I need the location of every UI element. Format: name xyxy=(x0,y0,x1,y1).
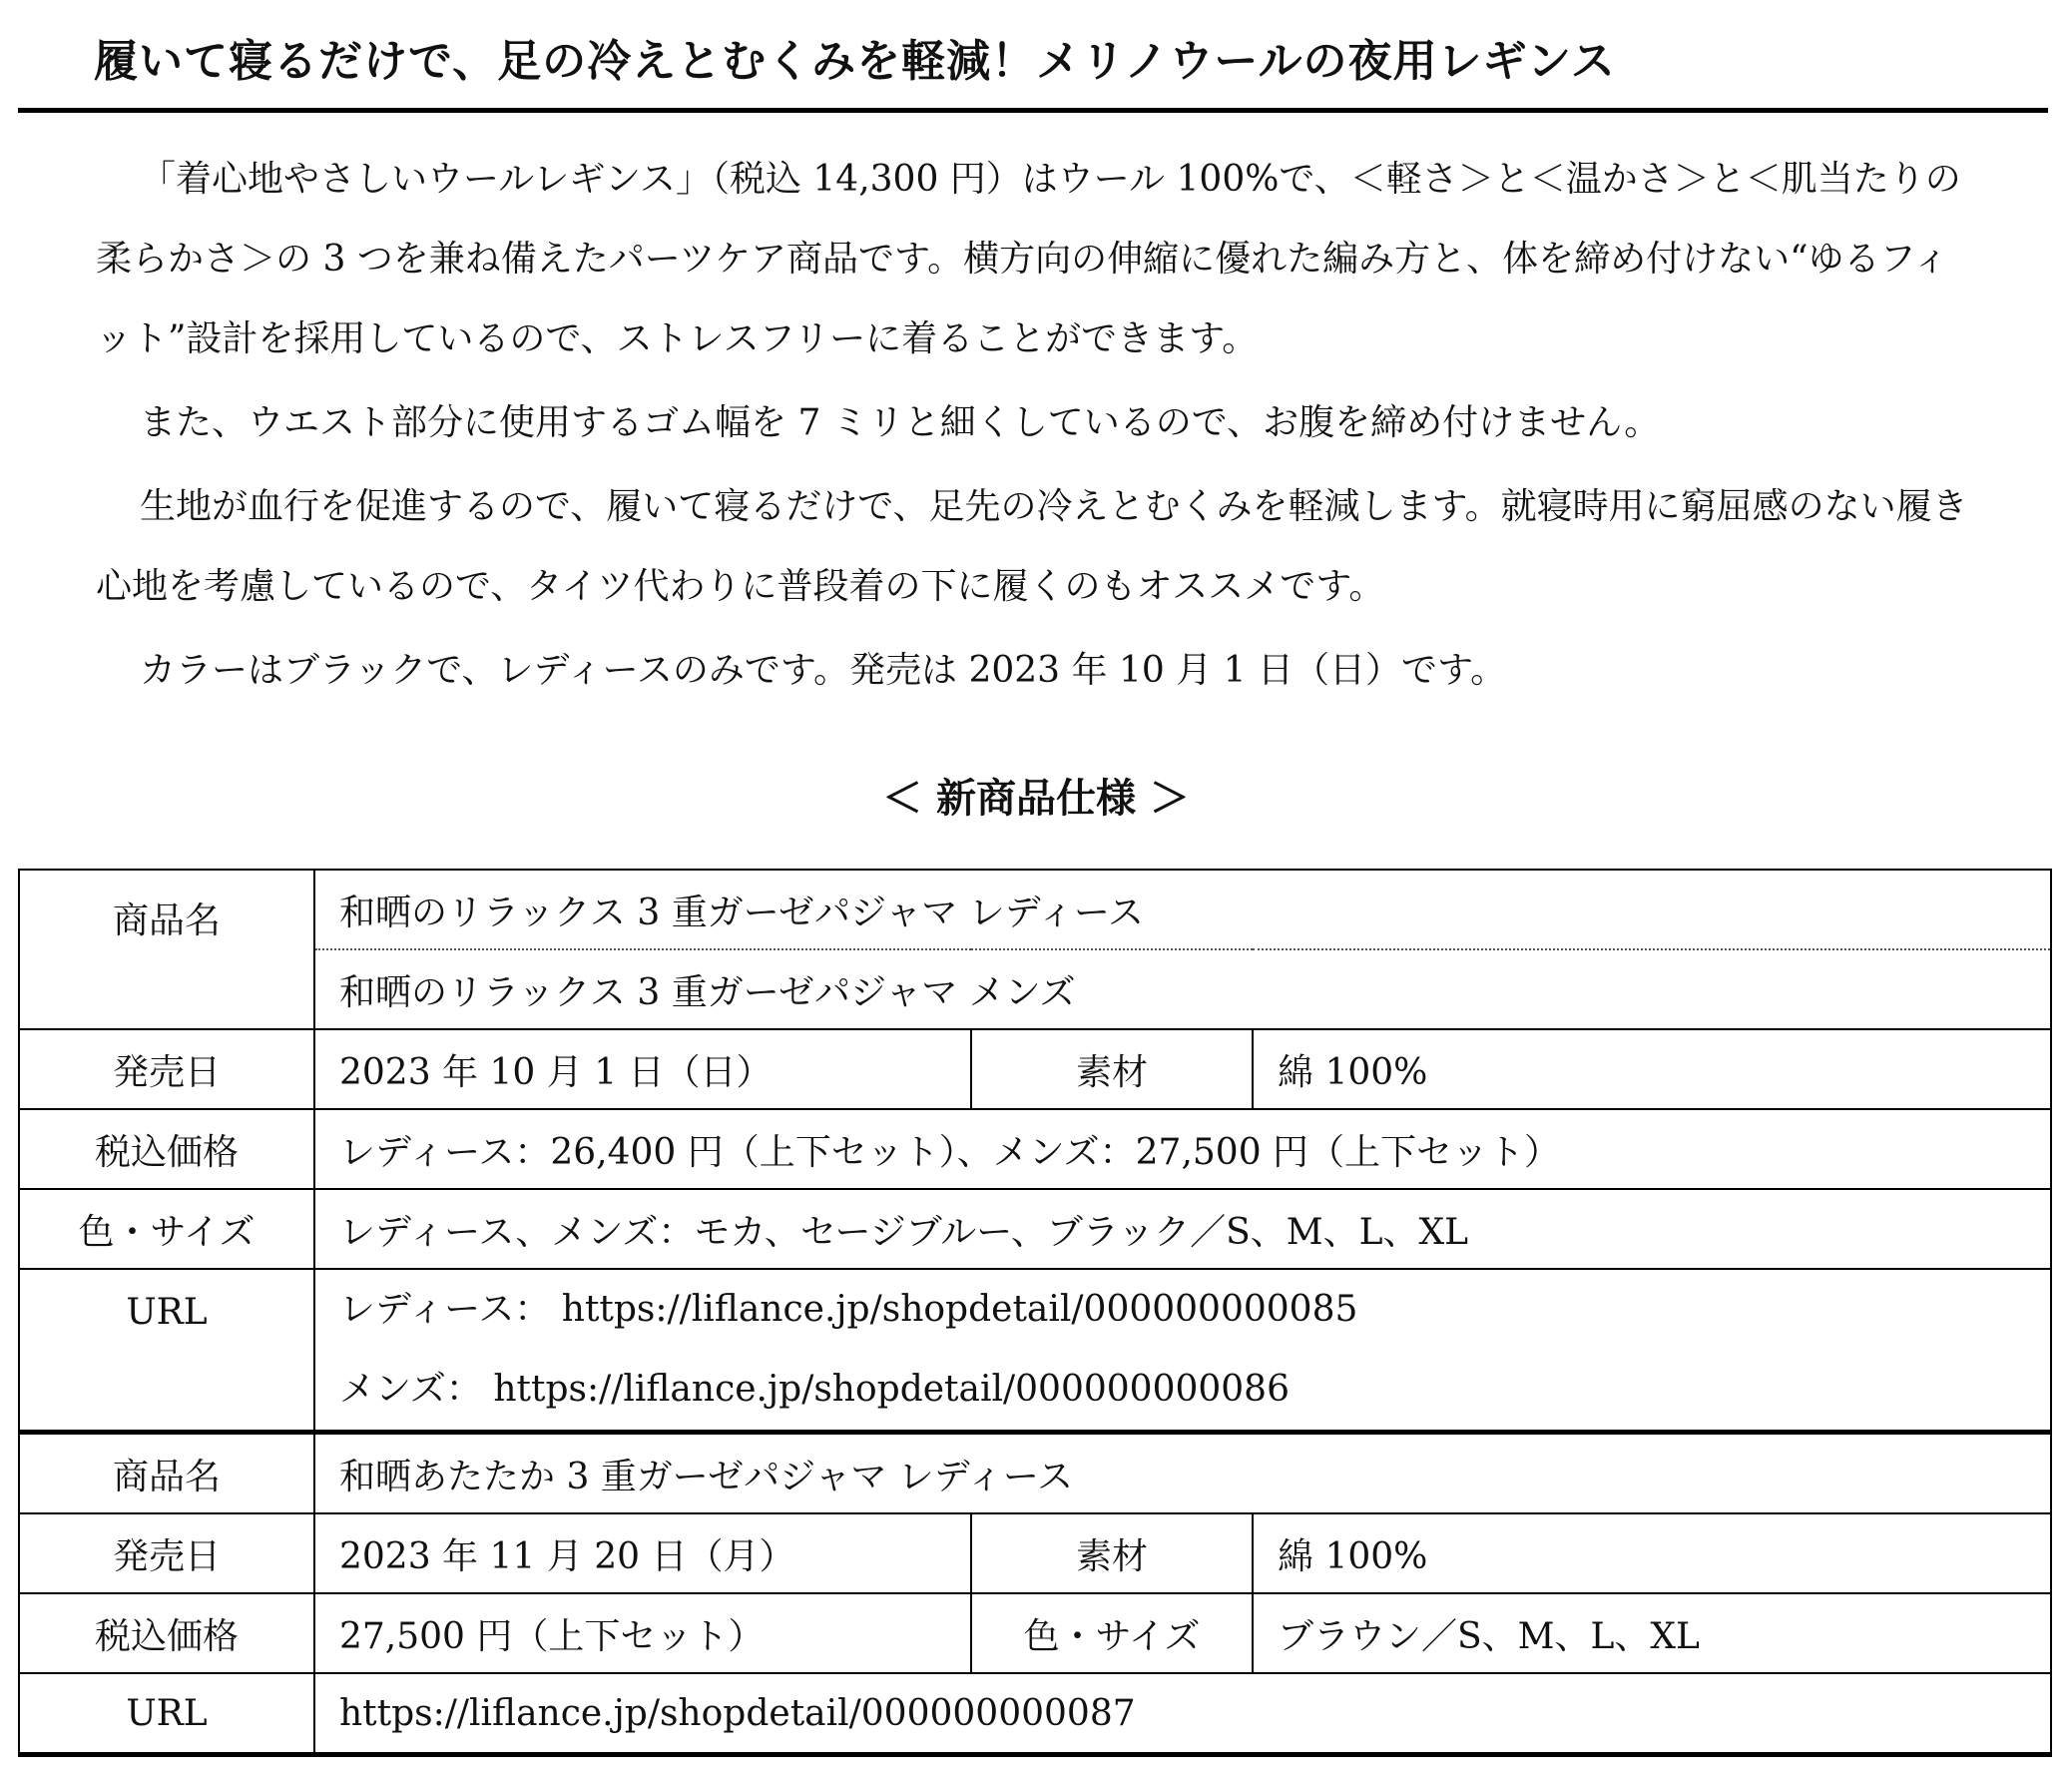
table-row xyxy=(19,1673,2051,1755)
table-row xyxy=(19,1029,2051,1109)
headline-rule xyxy=(18,108,2048,113)
product1-color-label: 色・サイズ xyxy=(19,1189,314,1269)
product1-color-value: レディース、メンズ：モカ、セージブルー、ブラック／S、M、L、XL xyxy=(314,1189,2051,1269)
table-row xyxy=(19,1269,2051,1433)
product1-url-mens[interactable]: メンズ： https://liflance.jp/shopdetail/000000000086 xyxy=(339,1369,1290,1410)
product2-price-value: 27,500 円（上下セット） xyxy=(314,1593,971,1673)
product2-name-value: 和晒あたたか 3 重ガーゼパジャマ レディース xyxy=(314,1433,2051,1514)
product2-url-value[interactable]: https://liflance.jp/shopdetail/000000000087 xyxy=(314,1673,2051,1755)
paragraph-circulation: 生地が血行を促進するので、履いて寝るだけで、足先の冷えとむくみを軽減します。就寝時用に窮屈感のない履き心地を考慮しているので、タイツ代わりに普段着の下に履くのもオススメです。 xyxy=(96,486,1968,607)
product1-material-label: 素材 xyxy=(971,1029,1253,1109)
paragraph-waist: また、ウエスト部分に使用するゴム幅を 7 ミリと細くしているので、お腹を締め付けません。 xyxy=(140,402,1661,443)
table-row xyxy=(19,1593,2051,1673)
product1-name-mens: 和晒のリラックス 3 重ガーゼパジャマ メンズ xyxy=(314,949,2051,1029)
table-row xyxy=(19,1433,2051,1514)
paragraph-color-release: カラーはブラックで、レディースのみです。発売は 2023 年 10 月 1 日（日）です。 xyxy=(140,650,1507,691)
product2-color-value: ブラウン／S、M、L、XL xyxy=(1253,1593,2051,1673)
spec-heading: ＜ 新商品仕様 ＞ xyxy=(882,776,1190,822)
product1-name-ladies: 和晒のリラックス 3 重ガーゼパジャマ レディース xyxy=(314,870,2051,949)
table-row xyxy=(19,1513,2051,1593)
product2-material-label: 素材 xyxy=(971,1513,1253,1593)
product2-release-label: 発売日 xyxy=(19,1513,314,1593)
product2-material-value: 綿 100% xyxy=(1253,1513,2051,1593)
product1-material-value: 綿 100% xyxy=(1253,1029,2051,1109)
product2-color-label: 色・サイズ xyxy=(971,1593,1253,1673)
paragraph-intro: 「着心地やさしいウールレギンス」（税込 14,300 円）はウール 100%で、＜軽さ＞と＜温かさ＞と＜肌当たりの柔らかさ＞の 3 つを兼ね備えたパーツケア商品です。横方向の伸縮に優れた編み方と、体を締め付けない“ゆるフィット”設計を採用しているので、ストレスフリーに着ることができます。 xyxy=(96,159,1961,359)
product2-name-label: 商品名 xyxy=(19,1433,314,1514)
product2-release-value: 2023 年 11 月 20 日（月） xyxy=(314,1513,971,1593)
spec-table xyxy=(18,869,2052,1757)
product1-url-cell xyxy=(314,1269,2051,1433)
table-row xyxy=(19,1189,2051,1269)
table-row xyxy=(19,870,2051,949)
product1-url-ladies[interactable]: レディース： https://liflance.jp/shopdetail/000000000085 xyxy=(339,1289,1358,1330)
product1-release-value: 2023 年 10 月 1 日（日） xyxy=(314,1029,971,1109)
product1-url-label: URL xyxy=(19,1269,314,1433)
product1-release-label: 発売日 xyxy=(19,1029,314,1109)
table-row xyxy=(19,949,2051,1029)
table-row xyxy=(19,1109,2051,1189)
body-text xyxy=(96,140,1982,711)
headline: 履いて寝るだけで、足の冷えとむくみを軽減！メリノウールの夜用レギンス xyxy=(94,36,1616,87)
product1-name-label: 商品名 xyxy=(19,870,314,1029)
product2-price-label: 税込価格 xyxy=(19,1593,314,1673)
product1-price-label: 税込価格 xyxy=(19,1109,314,1189)
product1-price-value: レディース：26,400 円（上下セット）、メンズ：27,500 円（上下セット） xyxy=(314,1109,2051,1189)
product2-url-label: URL xyxy=(19,1673,314,1755)
